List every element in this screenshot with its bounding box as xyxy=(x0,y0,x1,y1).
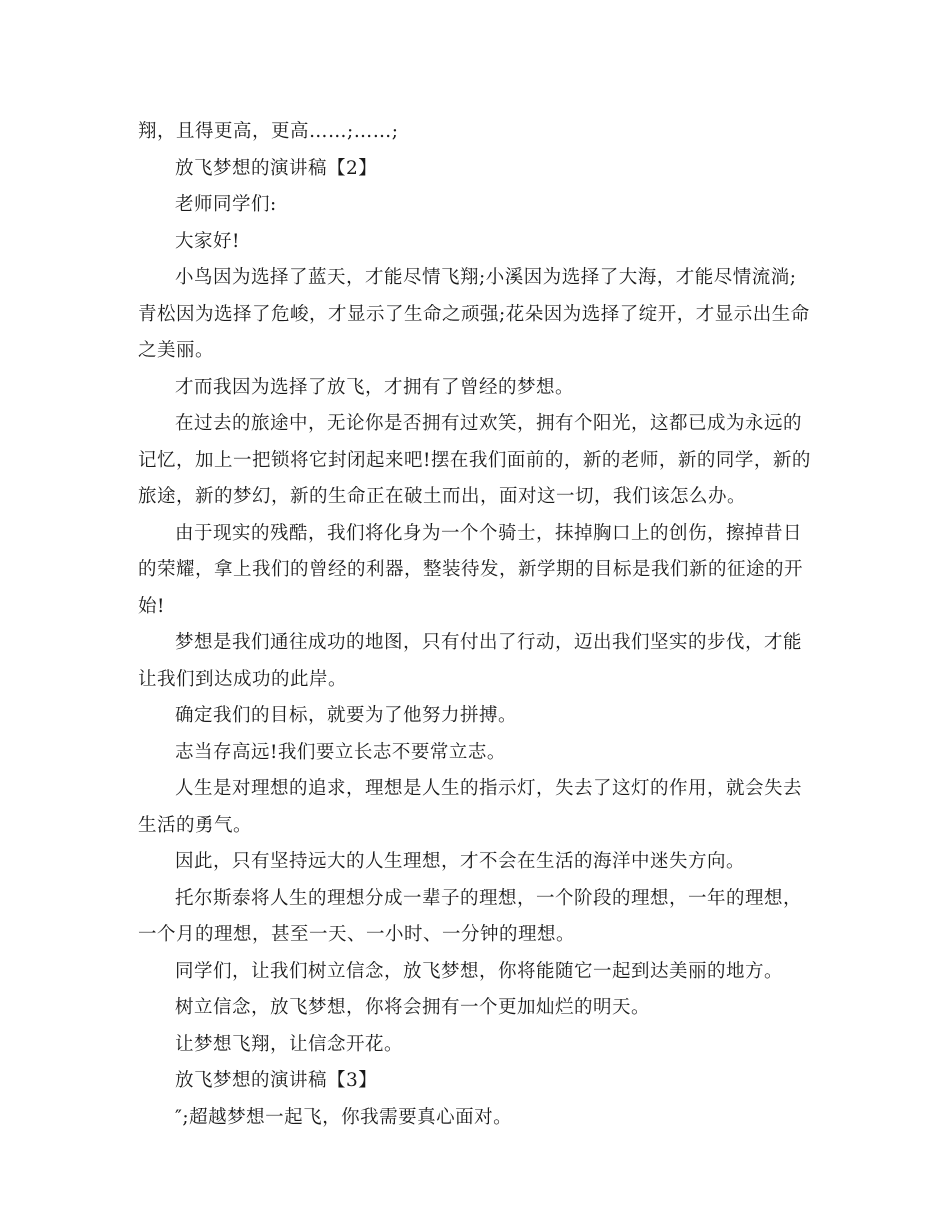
paragraph: 才而我因为选择了放飞，才拥有了曾经的梦想。 xyxy=(175,376,575,398)
paragraph: 确定我们的目标，就要为了他努力拼搏。 xyxy=(175,705,518,726)
paragraph-continuation: 翔，且得更高，更高……;……; xyxy=(138,121,399,142)
paragraph: 梦想是我们通往成功的地图，只有付出了行动，迈出我们坚实的步伐，才能让我们到达成功的此岸。 xyxy=(138,632,803,690)
paragraph: 志当存高远!我们要立长志不要常立志。 xyxy=(175,741,506,763)
paragraph: 因此，只有坚持远大的人生理想，才不会在生活的海洋中迷失方向。 xyxy=(175,851,746,872)
paragraph: 托尔斯泰将人生的理想分成一辈子的理想，一个阶段的理想，一年的理想，一个月的理想，甚至一天、一小时、一分钟的理想。 xyxy=(138,887,803,945)
paragraph: 同学们，让我们树立信念，放飞梦想，你将能随它一起到达美丽的地方。 xyxy=(175,960,784,982)
paragraph: 由于现实的残酷，我们将化身为一个个骑士，抹掉胸口上的创伤，擦掉昔日的荣耀，拿上我们的曾经的利器，整装待发，新学期的目标是我们新的征途的开始! xyxy=(138,522,804,617)
paragraph: 小鸟因为选择了蓝天，才能尽情飞翔;小溪因为选择了大海，才能尽情流淌;青松因为选择了危峻，才显示了生命之顽强;花朵因为选择了绽开，才显示出生命之美丽。 xyxy=(138,267,810,361)
paragraph: 人生是对理想的追求，理想是人生的指示灯，失去了这灯的作用，就会失去生活的勇气。 xyxy=(138,778,803,836)
document-body xyxy=(138,114,812,1136)
section-heading-3: 放飞梦想的演讲稿【3】 xyxy=(175,1070,378,1091)
paragraph: 树立信念，放飞梦想，你将会拥有一个更加灿烂的明天。 xyxy=(175,997,651,1018)
paragraph: ″;超越梦想一起飞，你我需要真心面对。 xyxy=(175,1106,513,1128)
greeting: 大家好! xyxy=(175,230,240,252)
paragraph: 在过去的旅途中，无论你是否拥有过欢笑，拥有个阳光，这都已成为永远的记忆，加上一把锁将它封闭起来吧!摆在我们面前的，新的老师，新的同学，新的旅途，新的梦幻，新的生命正在破土而出，面对这一切，我们该怎么办。 xyxy=(138,413,811,507)
section-heading-2: 放飞梦想的演讲稿【2】 xyxy=(175,157,378,179)
paragraph: 让梦想飞翔，让信念开花。 xyxy=(175,1033,404,1055)
salutation: 老师同学们: xyxy=(175,194,277,215)
